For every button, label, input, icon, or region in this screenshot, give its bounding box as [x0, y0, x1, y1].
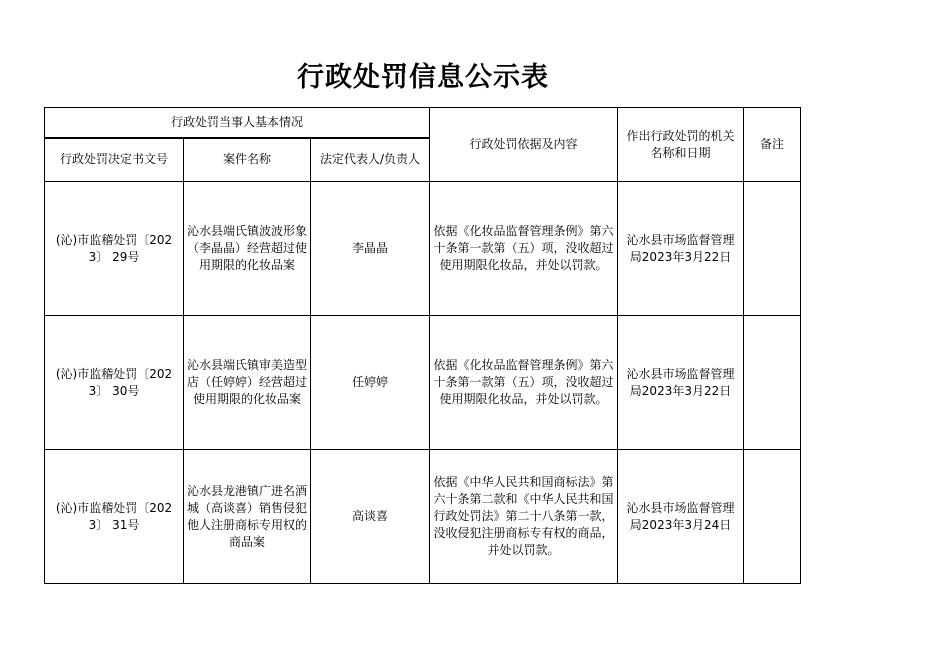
- authority-cell: 沁水县市场监督管理局2023年3月22日: [618, 316, 744, 450]
- case-name-cell: 沁水县端氏镇波波形象（李晶晶）经营超过使用期限的化妆品案: [184, 182, 311, 316]
- legal-rep-cell: 任婷婷: [311, 316, 430, 450]
- case-name-cell: 沁水县端氏镇审美造型店（任婷婷）经营超过使用期限的化妆品案: [184, 316, 311, 450]
- authority-cell: 沁水县市场监督管理局2023年3月22日: [618, 182, 744, 316]
- basis-cell: 依据《化妆品监督管理条例》第六十条第一款第（五）项，没收超过使用期限化妆品，并处以罚款。: [430, 182, 618, 316]
- page-title: 行政处罚信息公示表: [297, 62, 549, 93]
- basis-cell: 依据《中华人民共和国商标法》第六十条第二款和《中华人民共和国行政处罚法》第二十八条第一款，没收侵犯注册商标专有权的商品，并处以罚款。: [430, 450, 618, 584]
- remarks-cell: [744, 450, 801, 584]
- legal-rep-cell: 高谈喜: [311, 450, 430, 584]
- header-row-group: [45, 108, 801, 138]
- header-group-basic-info: 行政处罚当事人基本情况: [45, 108, 430, 138]
- authority-cell: 沁水县市场监督管理局2023年3月24日: [618, 450, 744, 584]
- remarks-cell: [744, 182, 801, 316]
- remarks-cell: [744, 316, 801, 450]
- doc-no-cell: (沁)市监稽处罚〔2023〕 31号: [45, 450, 184, 584]
- header-doc-no: 行政处罚决定书文号: [45, 138, 184, 182]
- doc-no-cell: (沁)市监稽处罚〔2023〕 29号: [45, 182, 184, 316]
- case-name-cell: 沁水县龙港镇广进名酒城（高谈喜）销售侵犯他人注册商标专用权的商品案: [184, 450, 311, 584]
- penalty-table: [44, 107, 801, 584]
- table-row: [45, 316, 801, 450]
- header-case-name: 案件名称: [184, 138, 311, 182]
- header-basis: 行政处罚依据及内容: [430, 108, 618, 182]
- legal-rep-cell: 李晶晶: [311, 182, 430, 316]
- doc-no-cell: (沁)市监稽处罚〔2023〕 30号: [45, 316, 184, 450]
- basis-cell: 依据《化妆品监督管理条例》第六十条第一款第（五）项，没收超过使用期限化妆品，并处以罚款。: [430, 316, 618, 450]
- header-legal-rep: 法定代表人/负责人: [311, 138, 430, 182]
- table-row: [45, 450, 801, 584]
- header-remarks: 备注: [744, 108, 801, 182]
- header-authority: 作出行政处罚的机关名称和日期: [618, 108, 744, 182]
- table-row: [45, 182, 801, 316]
